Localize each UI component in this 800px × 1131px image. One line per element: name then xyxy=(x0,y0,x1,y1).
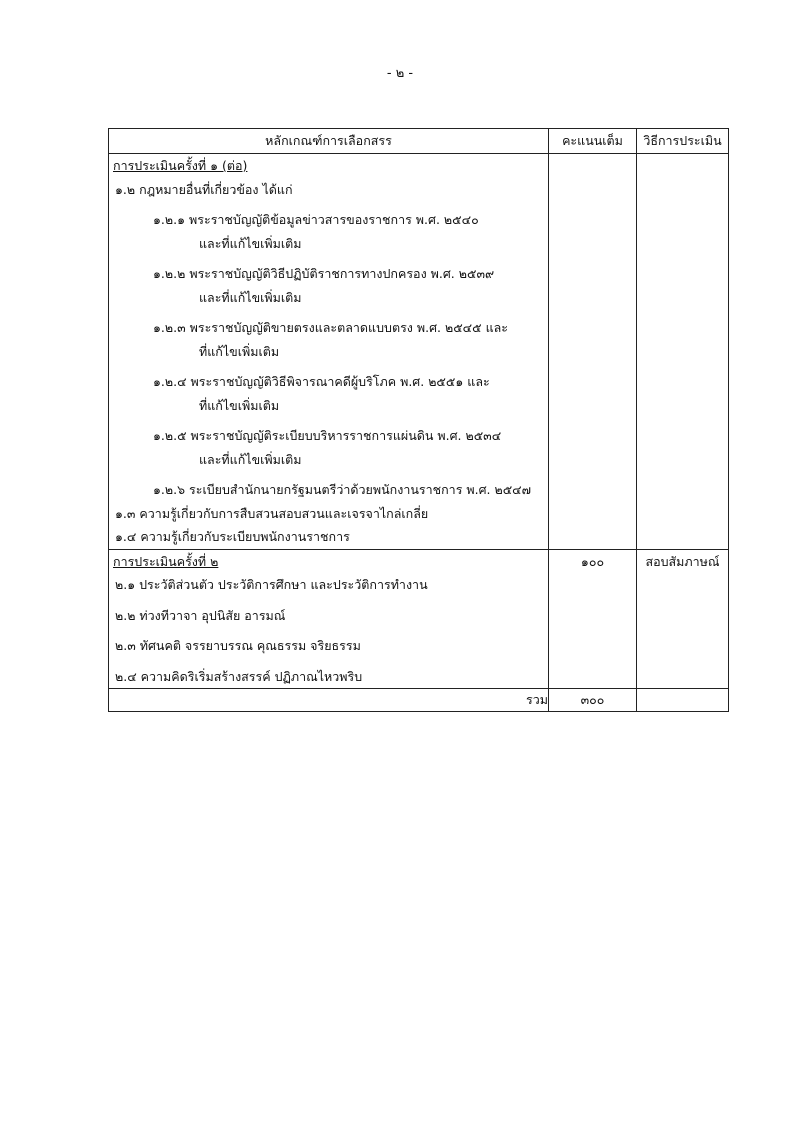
list-item: ที่แก้ไขเพิ่มเติม xyxy=(199,397,280,413)
header-criteria: หลักเกณฑ์การเลือกสรร xyxy=(109,129,549,154)
section-2-criteria xyxy=(109,549,549,689)
total-row xyxy=(109,689,729,712)
selection-criteria-table xyxy=(108,128,729,712)
list-item: ๑.๓ ความรู้เกี่ยวกับการสืบสวนสอบสวนและเจรจาไกล่เกลี่ย xyxy=(115,505,429,521)
section-2-row xyxy=(109,549,729,689)
list-item: ๒.๓ ทัศนคติ จรรยาบรรณ คุณธรรม จริยธรรม xyxy=(115,638,361,653)
total-method xyxy=(637,689,729,712)
section-1-title: การประเมินครั้งที่ ๑ (ต่อ) xyxy=(113,158,248,173)
total-label: รวม xyxy=(109,689,549,712)
list-item: ๒.๑ ประวัติส่วนตัว ประวัติการศึกษา และประวัติการทำงาน xyxy=(115,577,428,592)
list-item: และที่แก้ไขเพิ่มเติม xyxy=(199,451,302,467)
section-2-method xyxy=(637,549,729,689)
table-header-row xyxy=(109,129,729,154)
list-item: ๑.๒ กฎหมายอื่นที่เกี่ยวข้อง ได้แก่ xyxy=(115,181,293,197)
list-item: ๑.๒.๒ พระราชบัญญัติวิธีปฏิบัติราชการทางปกครอง พ.ศ. ๒๕๓๙ xyxy=(153,266,495,281)
section-2-title: การประเมินครั้งที่ ๒ xyxy=(113,553,219,569)
list-item: ๒.๒ ท่วงทีวาจา อุปนิสัย อารมณ์ xyxy=(115,607,286,623)
header-method: วิธีการประเมิน xyxy=(637,129,729,154)
section-1-score xyxy=(549,154,637,550)
list-item: และที่แก้ไขเพิ่มเติม xyxy=(199,289,302,305)
header-full-score: คะแนนเต็ม xyxy=(549,129,637,154)
section-1-row xyxy=(109,154,729,550)
section-1-method xyxy=(637,154,729,550)
section-2-method-value: สอบสัมภาษณ์ xyxy=(645,553,720,569)
list-item: ที่แก้ไขเพิ่มเติม xyxy=(199,343,280,359)
list-item: ๑.๔ ความรู้เกี่ยวกับระเบียบพนักงานราชการ xyxy=(115,529,350,544)
total-score: ๓๐๐ xyxy=(549,689,637,712)
list-item: ๑.๒.๕ พระราชบัญญัติระเบียบบริหารราชการแผ่นดิน พ.ศ. ๒๕๓๔ xyxy=(153,428,502,443)
section-1-criteria xyxy=(109,154,549,550)
page-number: - ๒ - xyxy=(386,66,414,81)
list-item: ๑.๒.๑ พระราชบัญญัติข้อมูลข่าวสารของราชการ พ.ศ. ๒๕๔๐ xyxy=(153,212,479,227)
list-item: และที่แก้ไขเพิ่มเติม xyxy=(199,235,302,251)
list-item: ๑.๒.๖ ระเบียบสำนักนายกรัฐมนตรีว่าด้วยพนักงานราชการ พ.ศ. ๒๕๔๗ xyxy=(153,482,532,497)
list-item: ๑.๒.๔ พระราชบัญญัติวิธีพิจารณาคดีผู้บริโภค พ.ศ. ๒๕๕๑ และ xyxy=(153,374,490,389)
section-2-score-value: ๑๐๐ xyxy=(580,553,605,569)
list-item: ๑.๒.๓ พระราชบัญญัติขายตรงและตลาดแบบตรง พ.ศ. ๒๕๔๕ และ xyxy=(153,320,508,335)
list-item: ๒.๔ ความคิดริเริ่มสร้างสรรค์ ปฏิภาณไหวพริบ xyxy=(115,668,363,684)
section-2-score xyxy=(549,549,637,689)
